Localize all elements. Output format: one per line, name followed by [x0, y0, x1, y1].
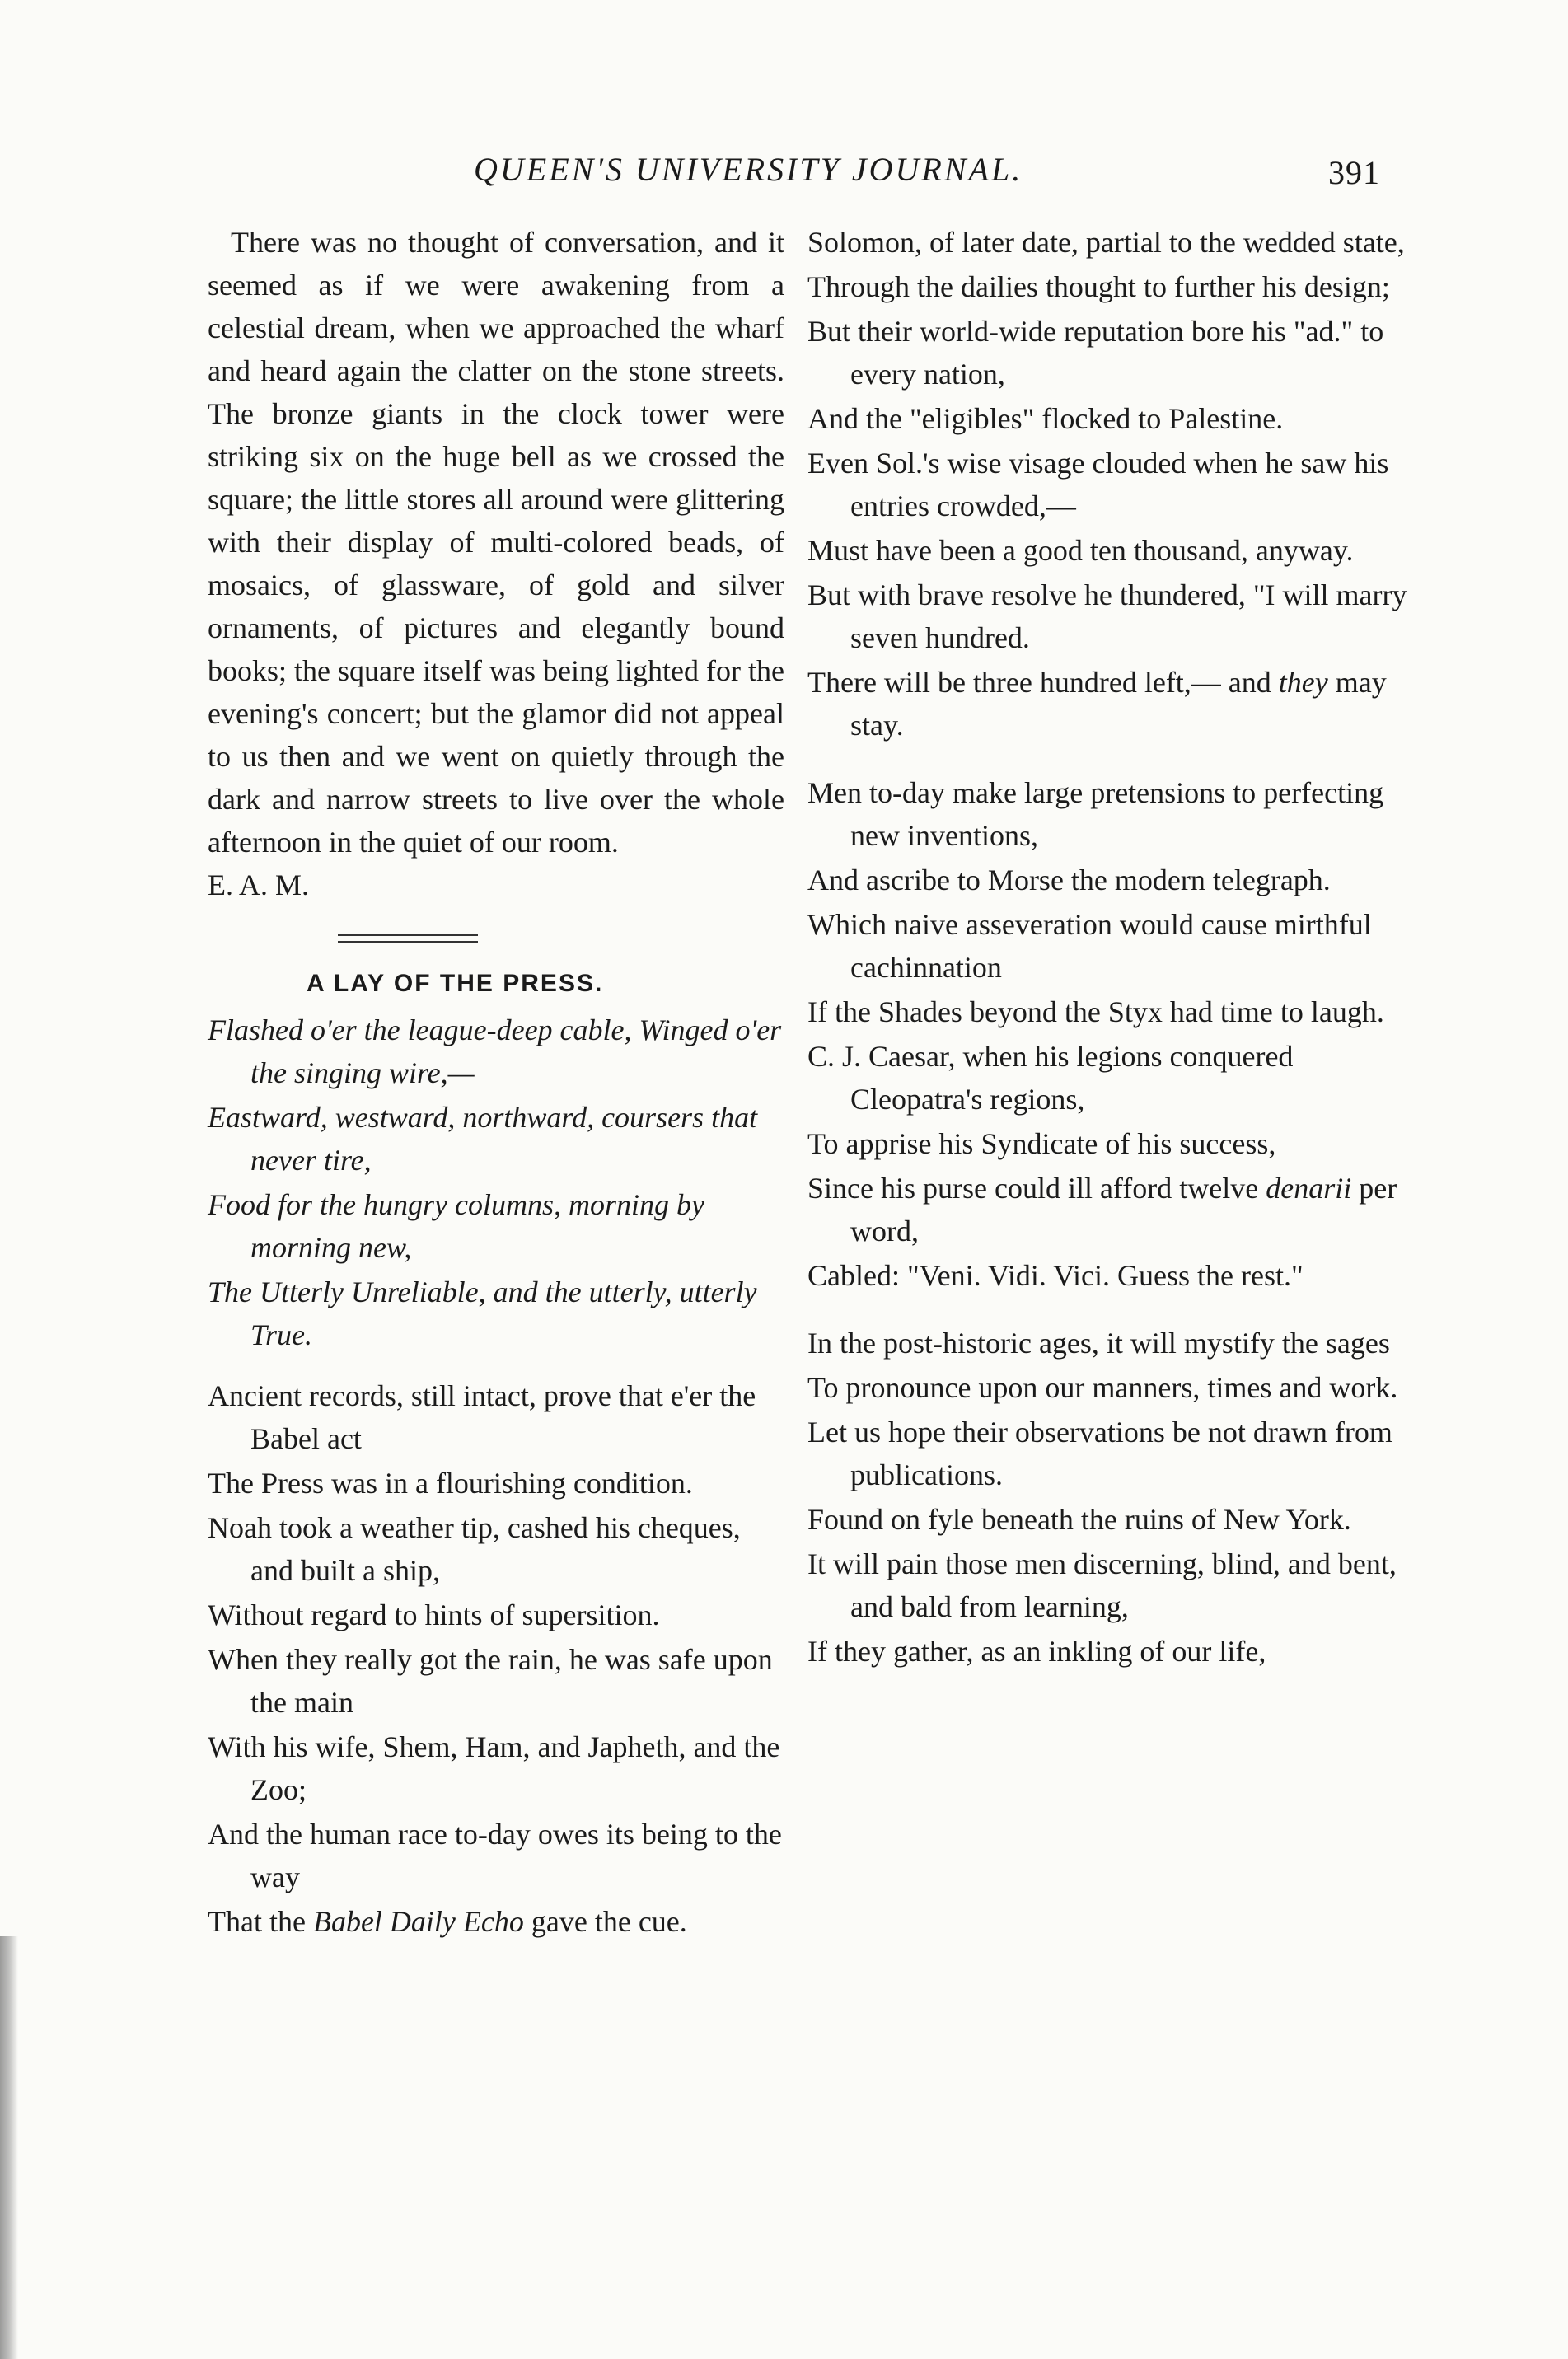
poem-line: Even Sol.'s wise visage clouded when he saw his entries crowded,—: [807, 447, 1389, 522]
poem-line: Eastward, westward, northward, coursers that never tire,: [208, 1101, 758, 1177]
poem-line: Through the dailies thought to further his design;: [807, 270, 1390, 303]
poem-line: And the human race to-day owes its being to the way: [208, 1818, 782, 1893]
poem-stanza: [807, 221, 1417, 747]
left-column: [208, 221, 784, 1961]
newspaper-name: Babel Daily Echo: [312, 1905, 524, 1938]
poem-line: Must have been a good ten thousand, anyway.: [807, 534, 1354, 567]
poem-line: If the Shades beyond the Styx had time to laugh.: [807, 995, 1384, 1028]
poem-line: Found on fyle beneath the ruins of New York.: [807, 1503, 1351, 1536]
prose-block: [208, 221, 784, 906]
poem-line: To pronounce upon our manners, times and work.: [807, 1371, 1398, 1404]
poem-line: But with brave resolve he thundered, "I will marry seven hundred.: [807, 578, 1407, 654]
line-text: That the: [208, 1905, 313, 1938]
emphasis-word: they: [1278, 666, 1328, 699]
poem-line: And the "eligibles" flocked to Palestine.: [807, 402, 1284, 435]
poem-stanza: [208, 1374, 784, 1943]
poem-line: But their world-wide reputation bore his "ad." to every nation,: [807, 315, 1384, 391]
poem-line: Men to-day make large pretensions to perfecting new inventions,: [807, 776, 1384, 852]
poem-line: Food for the hungry columns, morning by morning new,: [208, 1188, 704, 1264]
poem-line: The Utterly Unreliable, and the utterly, utterly True.: [208, 1275, 757, 1351]
poem-line: Ancient records, still intact, prove that e'er the Babel act: [208, 1379, 756, 1455]
line-text: per word,: [850, 1172, 1397, 1247]
poem-line: And ascribe to Morse the modern telegraph.: [807, 864, 1331, 896]
poem-line: Flashed o'er the league-deep cable, Winged o'er the singing wire,—: [208, 1013, 782, 1089]
poem-line: Without regard to hints of supersition.: [208, 1598, 660, 1631]
line-text: Since his purse could ill afford twelve: [807, 1172, 1266, 1205]
poem-line: [807, 661, 1417, 747]
poem-line: Noah took a weather tip, cashed his cheques, and built a ship,: [208, 1511, 741, 1587]
prose-paragraph: There was no thought of conversation, and it seemed as if we were awakening from a celestial dream, when we approached the wharf and heard again the clatter on the stone streets. The bronze giants in the clock tower were striking six on the huge bell as we crossed the square; the little stores all around were glittering with their display of multi-colored beads, of mosaics, of glassware, of gold and silver ornaments, of pictures and elegantly bound books; the square itself was being lighted for the evening's concert; but the glamor did not appeal to us then and we went on quietly through the dark and narrow streets to live over the whole afternoon in the quiet of our room.: [208, 226, 784, 859]
poem-line: Cabled: "Veni. Vidi. Vici. Guess the rest.": [807, 1259, 1304, 1292]
page-header: [0, 150, 1568, 199]
author-signature: E. A. M.: [208, 868, 310, 901]
poem-line: [208, 1900, 784, 1943]
poem-line: The Press was in a flourishing condition.: [208, 1467, 693, 1500]
line-text: gave the cue.: [523, 1905, 687, 1938]
emphasis-word: denarii: [1266, 1172, 1352, 1205]
poem-line: Solomon, of later date, partial to the wedded state,: [807, 226, 1405, 259]
poem-line: It will pain those men discerning, blind, and bent, and bald from learning,: [807, 1547, 1397, 1623]
poem-line: C. J. Caesar, when his legions conquered Cleopatra's regions,: [807, 1040, 1294, 1116]
poem-line: In the post-historic ages, it will mystify the sages: [807, 1327, 1390, 1360]
poem-title: A LAY OF THE PRESS.: [307, 970, 604, 997]
poem-line: Let us hope their observations be not drawn from publications.: [807, 1416, 1392, 1491]
poem-stanza: [807, 1322, 1417, 1673]
line-text: may stay.: [850, 666, 1387, 742]
page-edge-shadow: [0, 1936, 18, 2359]
poem-stanza: [807, 771, 1417, 1297]
poem-line: [807, 1167, 1417, 1252]
journal-title: QUEEN'S UNIVERSITY JOURNAL.: [474, 151, 1023, 188]
poem-line: With his wife, Shem, Ham, and Japheth, and the Zoo;: [208, 1730, 780, 1806]
poem-line: If they gather, as an inkling of our life,: [807, 1635, 1266, 1668]
right-column: [807, 221, 1417, 1697]
section-divider: [338, 934, 478, 943]
poem-line: To apprise his Syndicate of his success,: [807, 1127, 1276, 1160]
poem-epigraph: [208, 1009, 784, 1356]
poem-line: Which naive asseveration would cause mirthful cachinnation: [807, 908, 1372, 984]
line-text: There will be three hundred left,— and: [807, 666, 1279, 699]
poem-line: When they really got the rain, he was safe upon the main: [208, 1643, 773, 1719]
page-number: 391: [1328, 154, 1380, 191]
